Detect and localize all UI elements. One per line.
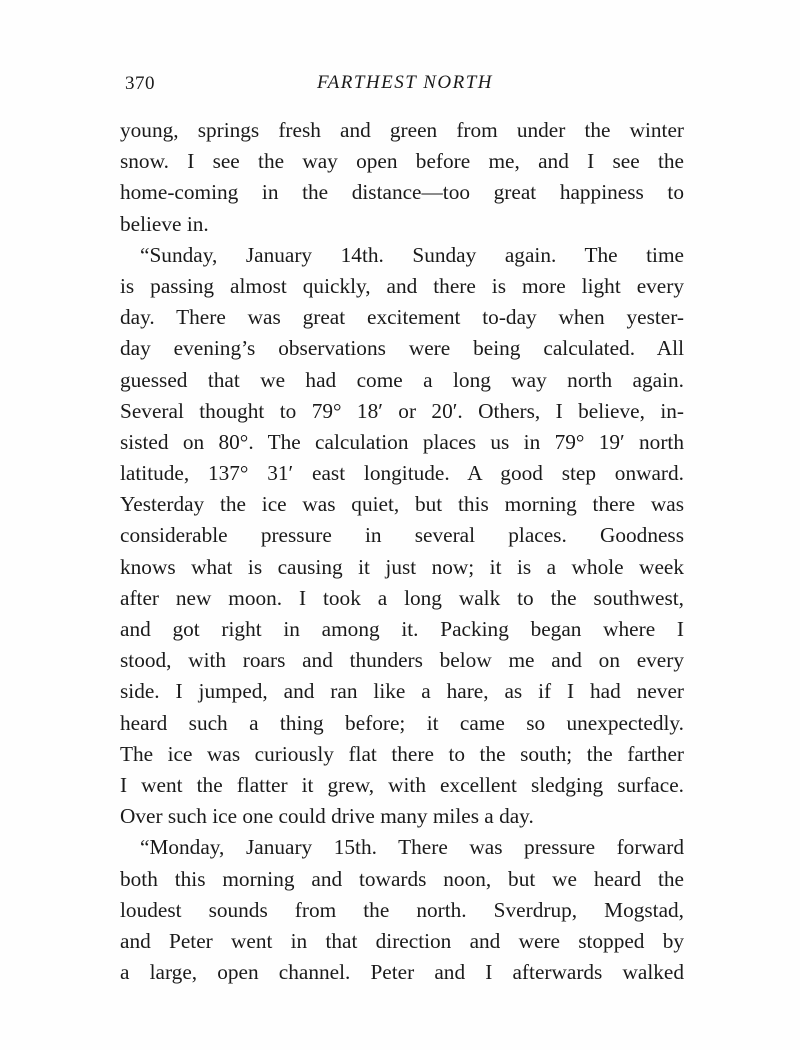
text-line: I went the flatter it grew, with excellent sledging surface. — [120, 772, 684, 797]
paragraph — [120, 832, 684, 988]
text-line: and got right in among it. Packing began where I — [120, 617, 684, 641]
text-line: after new moon. I took a long walk to the southwest, — [120, 585, 684, 610]
text-line: heard such a thing before; it came so unexpectedly. — [120, 710, 684, 735]
text-line: side. I jumped, and ran like a hare, as if I had never — [120, 679, 684, 704]
paragraph — [120, 240, 684, 833]
text-line: is passing almost quickly, and there is more light every — [120, 273, 684, 298]
paragraph — [120, 115, 684, 240]
text-line: both this morning and towards noon, but we heard the — [120, 866, 684, 891]
text-line: Over such ice one could drive many miles a day. — [120, 804, 534, 829]
text-line: and Peter went in that direction and were stopped by — [120, 928, 684, 953]
text-line: home-coming in the distance—too great happiness to — [120, 180, 684, 205]
text-line: snow. I see the way open before me, and I see the — [120, 149, 684, 174]
body-text — [120, 115, 684, 988]
text-line: day evening’s observations were being calculated. All — [120, 336, 684, 361]
text-line: stood, with roars and thunders below me and on every — [120, 648, 684, 673]
text-line: Several thought to 79° 18′ or 20′. Others, I believe, in- — [120, 398, 684, 423]
text-line: young, springs fresh and green from under the winter — [120, 118, 684, 142]
text-line: Yesterday the ice was quiet, but this morning there was — [120, 492, 684, 517]
text-line: believe in. — [120, 211, 209, 236]
text-line: a large, open channel. Peter and I afterwards walked — [120, 960, 684, 985]
text-line: day. There was great excitement to-day when yester- — [120, 305, 684, 330]
text-line: guessed that we had come a long way north again. — [120, 367, 684, 392]
text-line: considerable pressure in several places. Goodness — [120, 523, 684, 548]
page-number: 370 — [125, 73, 155, 94]
text-line: “Monday, January 15th. There was pressure forward — [140, 835, 684, 860]
text-line: sisted on 80°. The calculation places us in 79° 19′ north — [120, 429, 684, 454]
text-line: knows what is causing it just now; it is a whole week — [120, 554, 684, 579]
text-line: loudest sounds from the north. Sverdrup, Mogstad, — [120, 897, 684, 922]
text-line: “Sunday, January 14th. Sunday again. The time — [140, 242, 684, 267]
running-title: FARTHEST NORTH — [316, 72, 494, 93]
text-line: latitude, 137° 31′ east longitude. A good step onward. — [120, 461, 684, 486]
text-line: The ice was curiously flat there to the south; the farther — [120, 741, 684, 766]
